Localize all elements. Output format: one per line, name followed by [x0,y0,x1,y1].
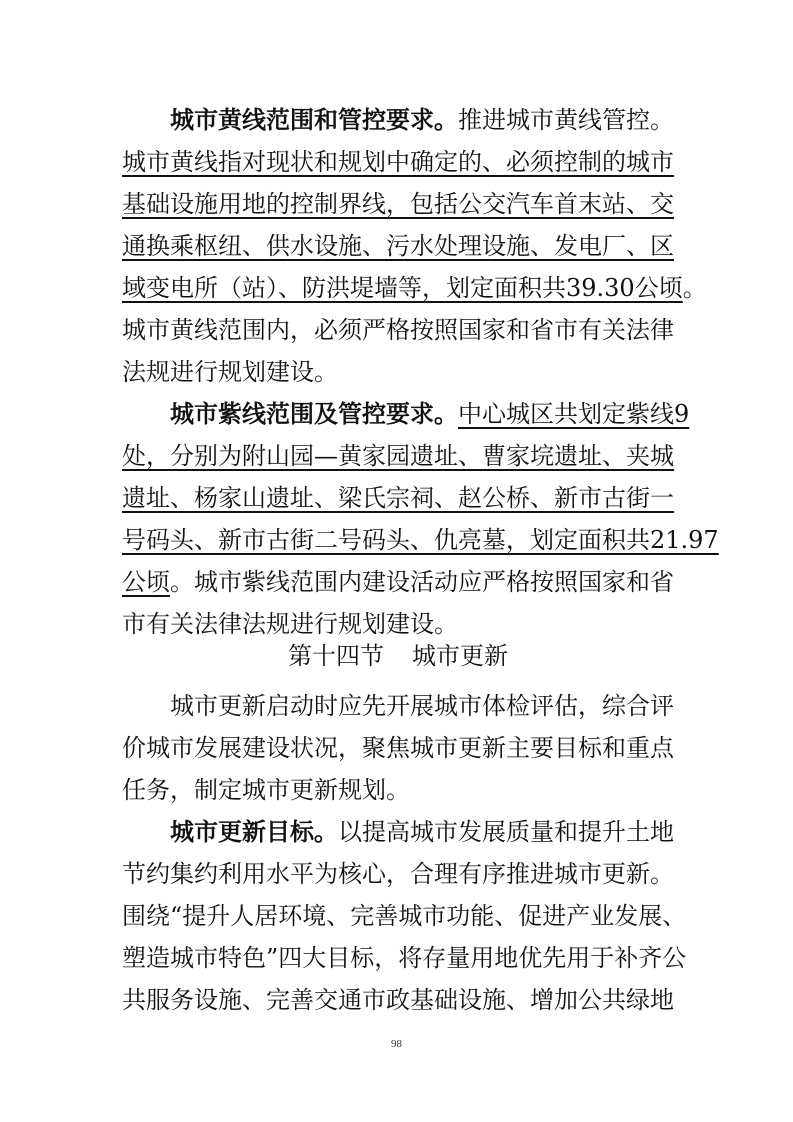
purple-line-underlined-line: 遗址、杨家山遗址、梁氏宗祠、赵公桥、新市古街一 [122,484,674,512]
renewal-intro-line: 价城市发展建设状况，聚焦城市更新主要目标和重点 [122,734,674,762]
purple-line-area-line [122,562,674,602]
renewal-goal-line: 共服务设施、完善交通市政基础设施、增加公共绿地 [122,986,674,1014]
yellow-line-area-line [122,268,707,308]
yellow-line-underlined-line: 通换乘枢纽、供水设施、污水处理设施、发电厂、区 [122,232,674,260]
renewal-goal-line-1 [170,812,674,852]
purple-line-underlined-line: 号码头、新市古街二号码头、仇亮墓，划定面积共21.97 [122,526,719,554]
purple-line-lead: 城市紫线范围及管控要求。 [170,399,458,428]
renewal-goal-line: 围绕“提升人居环境、完善城市功能、促进产业发展、 [122,902,687,930]
yellow-line-rule-line: 城市黄线范围内，必须严格按照国家和省市有关法律 [122,316,674,344]
purple-line-underlined-line: 处，分别为附山园—黄家园遗址、曹家垸遗址、夹城 [122,442,674,470]
renewal-goal-line: 塑造城市特色”四大目标，将存量用地优先用于补齐公 [122,944,687,972]
yellow-line-area-end: 。 [682,274,707,302]
page-number: 98 [391,1038,402,1050]
purple-line-rule-text: 。城市紫线范围内建设活动应严格按照国家和省 [170,568,674,596]
yellow-line-text: 推进城市黄线管控。 [458,106,674,134]
yellow-line-paragraph-line-1 [170,100,674,140]
renewal-intro-line: 城市更新启动时应先开展城市体检评估，综合评 [170,692,674,720]
yellow-line-area-text: 域变电所（站）、防洪堤墙等，划定面积共39.30公顷 [122,274,683,302]
section-heading [122,636,674,676]
section-title: 城市更新 [412,642,508,670]
yellow-line-underlined-line: 基础设施用地的控制界线，包括公交汽车首末站、交 [122,190,674,218]
renewal-intro-line: 任务，制定城市更新规划。 [122,776,410,804]
purple-line-final-line: 市有关法律法规进行规划建设。 [122,610,458,638]
section-number: 第十四节 [288,642,384,670]
yellow-line-underlined-line: 城市黄线指对现状和规划中确定的、必须控制的城市 [122,148,674,176]
renewal-goal-text: 以提高城市发展质量和提升土地 [338,818,674,846]
purple-line-first-text: 中心城区共划定紫线9 [458,400,690,428]
purple-line-area-unit: 公顷 [122,568,170,596]
renewal-goal-line: 节约集约利用水平为核心，合理有序推进城市更新。 [122,860,674,888]
renewal-goal-lead: 城市更新目标。 [170,817,338,846]
yellow-line-lead: 城市黄线范围和管控要求。 [170,105,458,134]
purple-line-paragraph-line-1 [170,394,690,434]
yellow-line-rule-line: 法规进行规划建设。 [122,358,338,386]
